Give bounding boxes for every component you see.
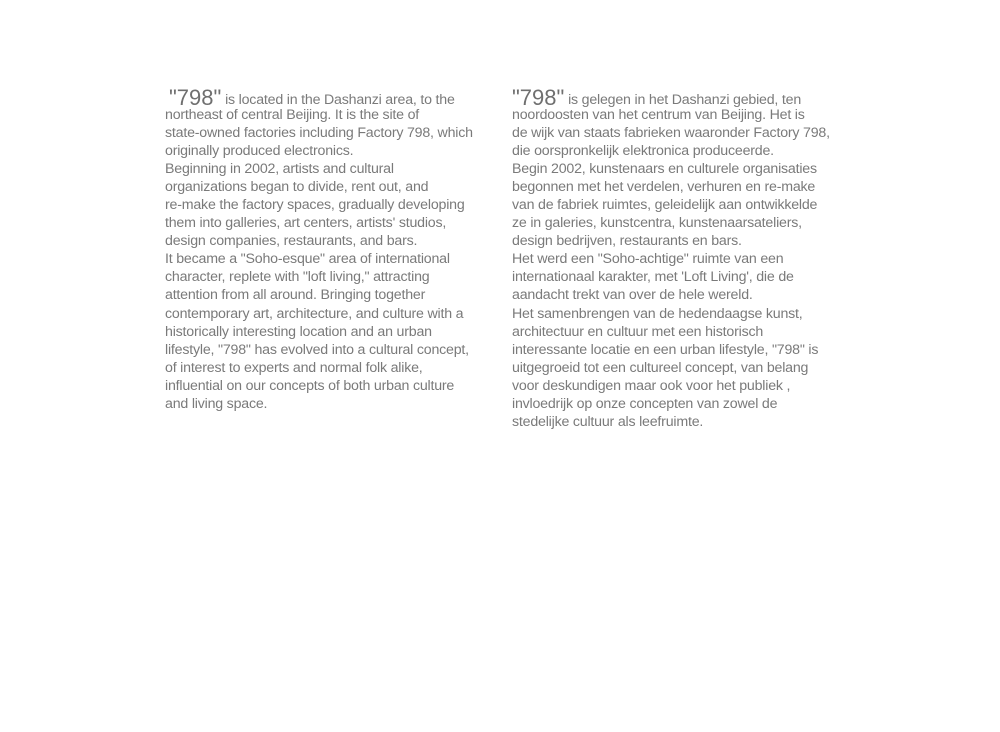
text-line: state-owned factories including Factory 798, which [165, 125, 473, 142]
text-line: Beginning in 2002, artists and cultural [165, 161, 394, 178]
text-line: internationaal karakter, met 'Loft Living', die de [512, 269, 794, 286]
text-line: Het werd een "Soho-achtige" ruimte van een [512, 251, 784, 268]
text-line: re-make the factory spaces, gradually developing [165, 197, 465, 214]
text-line: voor deskundigen maar ook voor het publiek , [512, 377, 791, 394]
text-line: historically interesting location and an urban [165, 323, 432, 340]
text-line: design bedrijven, restaurants en bars. [512, 233, 742, 250]
lead-number: "798" [512, 85, 565, 110]
text-line: Begin 2002, kunstenaars en culturele organisaties [512, 161, 817, 178]
text-line: architectuur en cultuur met een historisch [512, 323, 764, 340]
text-line: influential on our concepts of both urban culture [165, 377, 455, 394]
text-line: northeast of central Beijing. It is the site of [165, 107, 419, 123]
text-line: attention from all around. Bringing together [165, 287, 426, 304]
text-line: van de fabriek ruimtes, geleidelijk aan ontwikkelde [512, 197, 818, 214]
text-line: noordoosten van het centrum van Beijing. Het is [512, 107, 805, 123]
dutch-text-block [512, 86, 847, 431]
text-line: them into galleries, art centers, artists' studios, [165, 215, 447, 232]
text-line: Het samenbrengen van de hedendaagse kunst, [512, 305, 803, 322]
text-line: of interest to experts and normal folk alike, [165, 359, 423, 376]
text-line: aandacht trekt van over de hele wereld. [512, 287, 753, 304]
text-line: and living space. [165, 395, 268, 412]
text-line: interessante locatie en een urban lifestyle, "798" is [512, 341, 819, 358]
text-line: de wijk van staats fabrieken waaronder Factory 798, [512, 125, 830, 142]
text-line: ze in galeries, kunstcentra, kunstenaarsateliers, [512, 215, 802, 232]
text-line: design companies, restaurants, and bars. [165, 233, 418, 250]
text-line: lifestyle, "798" has evolved into a cultural concept, [165, 341, 469, 358]
text-line: originally produced electronics. [165, 143, 354, 160]
text-line: It became a "Soho-esque" area of international [165, 251, 450, 268]
text-line: invloedrijk op onze concepten van zowel de [512, 395, 778, 412]
text-line: character, replete with "loft living," attracting [165, 269, 430, 286]
text-line: uitgegroeid tot een cultureel concept, van belang [512, 359, 809, 376]
text-line: die oorspronkelijk elektronica produceerde. [512, 143, 774, 160]
english-text-block [165, 86, 495, 413]
text-line: "798" is located in the Dashanzi area, to the [169, 85, 455, 110]
lead-number: "798" [169, 85, 222, 110]
text-line: begonnen met het verdelen, verhuren en re-make [512, 179, 816, 196]
text-line: contemporary art, architecture, and culture with a [165, 305, 464, 322]
text-line: stedelijke cultuur als leefruimte. [512, 413, 704, 430]
text-line: organizations began to divide, rent out, and [165, 179, 429, 196]
text-line: "798" is gelegen in het Dashanzi gebied, ten [512, 85, 802, 110]
